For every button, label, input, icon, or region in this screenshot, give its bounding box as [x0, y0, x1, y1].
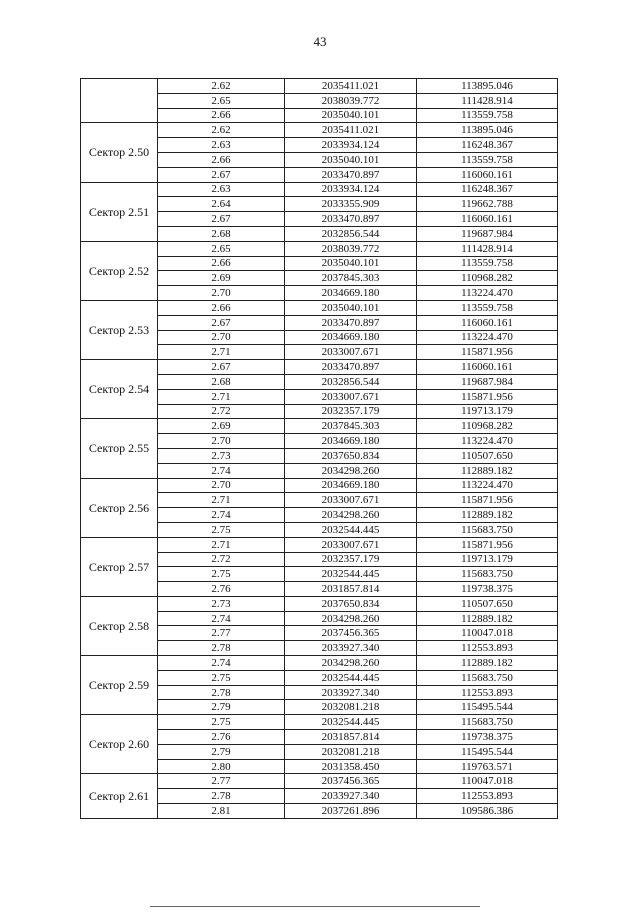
- x-coordinate-cell: 2035040.101: [285, 300, 417, 315]
- x-coordinate-cell: 2032081.218: [285, 700, 417, 715]
- y-coordinate-cell: 111428.914: [417, 241, 558, 256]
- y-coordinate-cell: 112889.182: [417, 656, 558, 671]
- x-coordinate-cell: 2032856.544: [285, 226, 417, 241]
- y-coordinate-cell: 113224.470: [417, 330, 558, 345]
- point-number-cell: 2.66: [158, 300, 285, 315]
- y-coordinate-cell: 115495.544: [417, 744, 558, 759]
- x-coordinate-cell: 2034669.180: [285, 478, 417, 493]
- x-coordinate-cell: 2037845.303: [285, 271, 417, 286]
- y-coordinate-cell: 110968.282: [417, 271, 558, 286]
- y-coordinate-cell: 115683.750: [417, 670, 558, 685]
- point-number-cell: 2.71: [158, 389, 285, 404]
- x-coordinate-cell: 2038039.772: [285, 93, 417, 108]
- point-number-cell: 2.74: [158, 508, 285, 523]
- point-number-cell: 2.71: [158, 493, 285, 508]
- point-number-cell: 2.71: [158, 345, 285, 360]
- y-coordinate-cell: 116060.161: [417, 212, 558, 227]
- table-row: [81, 182, 558, 197]
- point-number-cell: 2.74: [158, 463, 285, 478]
- x-coordinate-cell: 2031857.814: [285, 730, 417, 745]
- y-coordinate-cell: 113895.046: [417, 79, 558, 94]
- x-coordinate-cell: 2031358.450: [285, 759, 417, 774]
- y-coordinate-cell: 110047.018: [417, 774, 558, 789]
- table-row: [81, 715, 558, 730]
- point-number-cell: 2.73: [158, 448, 285, 463]
- sector-name-cell: Сектор 2.53: [81, 300, 158, 359]
- y-coordinate-cell: 110507.650: [417, 596, 558, 611]
- x-coordinate-cell: 2032357.179: [285, 404, 417, 419]
- x-coordinate-cell: 2034669.180: [285, 286, 417, 301]
- x-coordinate-cell: 2034298.260: [285, 508, 417, 523]
- point-number-cell: 2.70: [158, 330, 285, 345]
- y-coordinate-cell: 116060.161: [417, 315, 558, 330]
- y-coordinate-cell: 110507.650: [417, 448, 558, 463]
- y-coordinate-cell: 116060.161: [417, 167, 558, 182]
- point-number-cell: 2.66: [158, 256, 285, 271]
- point-number-cell: 2.79: [158, 744, 285, 759]
- point-number-cell: 2.64: [158, 197, 285, 212]
- y-coordinate-cell: 119763.571: [417, 759, 558, 774]
- point-number-cell: 2.73: [158, 596, 285, 611]
- y-coordinate-cell: 115871.956: [417, 345, 558, 360]
- table-row: [81, 537, 558, 552]
- y-coordinate-cell: 119687.984: [417, 374, 558, 389]
- y-coordinate-cell: 112553.893: [417, 641, 558, 656]
- y-coordinate-cell: 115871.956: [417, 493, 558, 508]
- x-coordinate-cell: 2033927.340: [285, 641, 417, 656]
- x-coordinate-cell: 2037456.365: [285, 774, 417, 789]
- sector-name-cell: Сектор 2.51: [81, 182, 158, 241]
- table-row: [81, 123, 558, 138]
- table-row: [81, 596, 558, 611]
- point-number-cell: 2.78: [158, 789, 285, 804]
- y-coordinate-cell: 119662.788: [417, 197, 558, 212]
- point-number-cell: 2.63: [158, 182, 285, 197]
- x-coordinate-cell: 2032544.445: [285, 715, 417, 730]
- point-number-cell: 2.69: [158, 419, 285, 434]
- y-coordinate-cell: 119738.375: [417, 582, 558, 597]
- x-coordinate-cell: 2033934.124: [285, 182, 417, 197]
- x-coordinate-cell: 2033470.897: [285, 212, 417, 227]
- point-number-cell: 2.63: [158, 138, 285, 153]
- point-number-cell: 2.81: [158, 804, 285, 819]
- point-number-cell: 2.65: [158, 241, 285, 256]
- x-coordinate-cell: 2033927.340: [285, 685, 417, 700]
- x-coordinate-cell: 2034669.180: [285, 330, 417, 345]
- point-number-cell: 2.78: [158, 685, 285, 700]
- x-coordinate-cell: 2034298.260: [285, 463, 417, 478]
- sector-name-cell: Сектор 2.57: [81, 537, 158, 596]
- point-number-cell: 2.67: [158, 360, 285, 375]
- y-coordinate-cell: 110968.282: [417, 419, 558, 434]
- x-coordinate-cell: 2035411.021: [285, 79, 417, 94]
- table-row: [81, 79, 558, 94]
- point-number-cell: 2.70: [158, 434, 285, 449]
- table-row: [81, 360, 558, 375]
- point-number-cell: 2.71: [158, 537, 285, 552]
- table-row: [81, 241, 558, 256]
- sector-name-cell: Сектор 2.55: [81, 419, 158, 478]
- y-coordinate-cell: 116248.367: [417, 138, 558, 153]
- point-number-cell: 2.70: [158, 478, 285, 493]
- y-coordinate-cell: 113895.046: [417, 123, 558, 138]
- point-number-cell: 2.72: [158, 404, 285, 419]
- point-number-cell: 2.75: [158, 715, 285, 730]
- y-coordinate-cell: 115871.956: [417, 389, 558, 404]
- point-number-cell: 2.78: [158, 641, 285, 656]
- x-coordinate-cell: 2037456.365: [285, 626, 417, 641]
- table-row: [81, 656, 558, 671]
- x-coordinate-cell: 2035040.101: [285, 256, 417, 271]
- x-coordinate-cell: 2037261.896: [285, 804, 417, 819]
- point-number-cell: 2.76: [158, 730, 285, 745]
- table-row: [81, 774, 558, 789]
- y-coordinate-cell: 115683.750: [417, 715, 558, 730]
- sector-name-cell: Сектор 2.56: [81, 478, 158, 537]
- sector-name-cell: Сектор 2.50: [81, 123, 158, 182]
- point-number-cell: 2.68: [158, 374, 285, 389]
- x-coordinate-cell: 2038039.772: [285, 241, 417, 256]
- x-coordinate-cell: 2032544.445: [285, 522, 417, 537]
- x-coordinate-cell: 2033355.909: [285, 197, 417, 212]
- sector-name-cell: Сектор 2.54: [81, 360, 158, 419]
- x-coordinate-cell: 2037845.303: [285, 419, 417, 434]
- y-coordinate-cell: 112553.893: [417, 789, 558, 804]
- x-coordinate-cell: 2037650.834: [285, 448, 417, 463]
- point-number-cell: 2.79: [158, 700, 285, 715]
- point-number-cell: 2.69: [158, 271, 285, 286]
- x-coordinate-cell: 2032357.179: [285, 552, 417, 567]
- point-number-cell: 2.62: [158, 123, 285, 138]
- point-number-cell: 2.67: [158, 167, 285, 182]
- y-coordinate-cell: 113559.758: [417, 152, 558, 167]
- table-row: [81, 300, 558, 315]
- x-coordinate-cell: 2031857.814: [285, 582, 417, 597]
- bottom-rule: [150, 906, 480, 907]
- y-coordinate-cell: 113224.470: [417, 434, 558, 449]
- y-coordinate-cell: 115871.956: [417, 537, 558, 552]
- y-coordinate-cell: 112889.182: [417, 508, 558, 523]
- coordinates-table: [80, 78, 558, 819]
- x-coordinate-cell: 2033470.897: [285, 360, 417, 375]
- y-coordinate-cell: 119713.179: [417, 404, 558, 419]
- point-number-cell: 2.70: [158, 286, 285, 301]
- x-coordinate-cell: 2033470.897: [285, 315, 417, 330]
- point-number-cell: 2.67: [158, 315, 285, 330]
- y-coordinate-cell: 111428.914: [417, 93, 558, 108]
- point-number-cell: 2.72: [158, 552, 285, 567]
- point-number-cell: 2.77: [158, 626, 285, 641]
- x-coordinate-cell: 2035040.101: [285, 108, 417, 123]
- sector-name-cell: Сектор 2.58: [81, 596, 158, 655]
- point-number-cell: 2.74: [158, 611, 285, 626]
- y-coordinate-cell: 119738.375: [417, 730, 558, 745]
- x-coordinate-cell: 2035411.021: [285, 123, 417, 138]
- point-number-cell: 2.75: [158, 567, 285, 582]
- point-number-cell: 2.74: [158, 656, 285, 671]
- point-number-cell: 2.66: [158, 152, 285, 167]
- y-coordinate-cell: 119713.179: [417, 552, 558, 567]
- y-coordinate-cell: 109586.386: [417, 804, 558, 819]
- y-coordinate-cell: 113559.758: [417, 108, 558, 123]
- coordinates-table-body: [81, 79, 558, 819]
- y-coordinate-cell: 113559.758: [417, 256, 558, 271]
- point-number-cell: 2.76: [158, 582, 285, 597]
- point-number-cell: 2.75: [158, 670, 285, 685]
- x-coordinate-cell: 2032544.445: [285, 567, 417, 582]
- sector-name-cell: Сектор 2.60: [81, 715, 158, 774]
- x-coordinate-cell: 2032544.445: [285, 670, 417, 685]
- x-coordinate-cell: 2033470.897: [285, 167, 417, 182]
- x-coordinate-cell: 2033007.671: [285, 493, 417, 508]
- y-coordinate-cell: 116060.161: [417, 360, 558, 375]
- y-coordinate-cell: 113559.758: [417, 300, 558, 315]
- x-coordinate-cell: 2035040.101: [285, 152, 417, 167]
- x-coordinate-cell: 2037650.834: [285, 596, 417, 611]
- y-coordinate-cell: 115683.750: [417, 567, 558, 582]
- point-number-cell: 2.77: [158, 774, 285, 789]
- x-coordinate-cell: 2033927.340: [285, 789, 417, 804]
- point-number-cell: 2.80: [158, 759, 285, 774]
- x-coordinate-cell: 2034298.260: [285, 656, 417, 671]
- x-coordinate-cell: 2032856.544: [285, 374, 417, 389]
- y-coordinate-cell: 112889.182: [417, 611, 558, 626]
- sector-name-cell: [81, 79, 158, 123]
- y-coordinate-cell: 116248.367: [417, 182, 558, 197]
- table-row: [81, 419, 558, 434]
- x-coordinate-cell: 2034298.260: [285, 611, 417, 626]
- y-coordinate-cell: 115683.750: [417, 522, 558, 537]
- page-number: 43: [313, 34, 327, 49]
- y-coordinate-cell: 115495.544: [417, 700, 558, 715]
- x-coordinate-cell: 2032081.218: [285, 744, 417, 759]
- table-row: [81, 478, 558, 493]
- sector-name-cell: Сектор 2.52: [81, 241, 158, 300]
- x-coordinate-cell: 2033007.671: [285, 345, 417, 360]
- y-coordinate-cell: 113224.470: [417, 286, 558, 301]
- y-coordinate-cell: 110047.018: [417, 626, 558, 641]
- point-number-cell: 2.62: [158, 79, 285, 94]
- y-coordinate-cell: 112553.893: [417, 685, 558, 700]
- sector-name-cell: Сектор 2.61: [81, 774, 158, 818]
- y-coordinate-cell: 112889.182: [417, 463, 558, 478]
- x-coordinate-cell: 2033934.124: [285, 138, 417, 153]
- point-number-cell: 2.66: [158, 108, 285, 123]
- point-number-cell: 2.68: [158, 226, 285, 241]
- y-coordinate-cell: 119687.984: [417, 226, 558, 241]
- point-number-cell: 2.75: [158, 522, 285, 537]
- point-number-cell: 2.65: [158, 93, 285, 108]
- x-coordinate-cell: 2033007.671: [285, 389, 417, 404]
- y-coordinate-cell: 113224.470: [417, 478, 558, 493]
- x-coordinate-cell: 2034669.180: [285, 434, 417, 449]
- x-coordinate-cell: 2033007.671: [285, 537, 417, 552]
- point-number-cell: 2.67: [158, 212, 285, 227]
- sector-name-cell: Сектор 2.59: [81, 656, 158, 715]
